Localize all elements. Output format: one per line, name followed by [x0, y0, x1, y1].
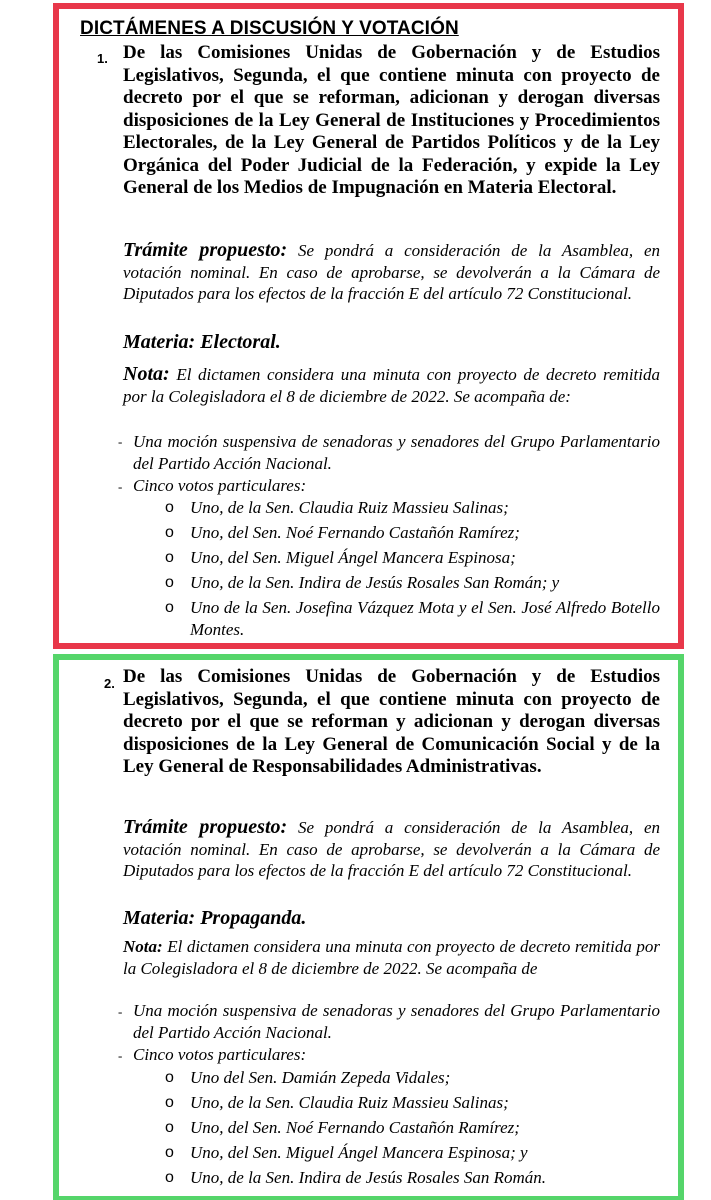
sub-bullet-marker: o — [165, 599, 174, 616]
tramite-label: Trámite propuesto: — [123, 239, 288, 261]
sub-item: Uno, del Sen. Miguel Ángel Mancera Espinosa; y — [190, 1143, 528, 1162]
sub-bullet-marker: o — [165, 1069, 174, 1086]
nota-text: El dictamen considera una minuta con proyecto de decreto remitida por la Colegisladora el 8 de diciembre de 2022. Se acompaña de — [123, 937, 661, 978]
materia-label: Materia: Electoral. — [123, 331, 281, 353]
bullet-marker: - — [118, 1048, 123, 1063]
nota-paragraph — [123, 936, 660, 979]
sub-bullet-marker: o — [165, 1094, 174, 1111]
item-number: 2. — [104, 676, 115, 691]
tramite-paragraph — [123, 817, 660, 882]
sub-bullet-marker: o — [165, 524, 174, 541]
tramite-text: Se pondrá a consideración de la Asamblea, en votación nominal. En caso de aprobarse, se devolverán a la Cámara de Diputados para los efectos de la fracción E del artículo 72 Constitucional. — [123, 241, 661, 304]
sub-item: Uno, de la Sen. Claudia Ruiz Massieu Salinas; — [190, 498, 509, 517]
nota-text: El dictamen considera una minuta con proyecto de decreto remitida por la Colegisladora el 8 de diciembre de 2022. Se acompaña de: — [123, 365, 660, 406]
sub-item: Uno, de la Sen. Indira de Jesús Rosales San Román. — [190, 1168, 547, 1187]
tramite-text: Se pondrá a consideración de la Asamblea, en votación nominal. En caso de aprobarse, se devolverán a la Cámara de Diputados para los efectos de la fracción E del artículo 72 Constitucional. — [123, 818, 661, 881]
sub-bullet-marker: o — [165, 549, 174, 566]
nota-label: Nota: — [123, 937, 163, 956]
sub-item: Uno, del Sen. Noé Fernando Castañón Ramírez; — [190, 523, 520, 542]
sub-bullet-marker: o — [165, 574, 174, 591]
sub-bullet-marker: o — [165, 1119, 174, 1136]
item-title: De las Comisiones Unidas de Gobernación y de Estudios Legislativos, Segunda, el que contiene minuta con proyecto de decreto por el que se reforman, adicionan y derogan diversas disposiciones de la Ley General de Instituciones y Procedimientos Electorales, de la Ley General de Partidos Políticos y de la Ley Orgánica del Poder Judicial de la Federación, y expide la Ley General de los Medios de Impugnación en Materia Electoral. — [123, 42, 660, 198]
sub-item: Uno, del Sen. Miguel Ángel Mancera Espinosa; — [190, 548, 516, 567]
bullet-marker: - — [118, 1004, 123, 1019]
document-heading: DICTÁMENES A DISCUSIÓN Y VOTACIÓN — [80, 18, 459, 39]
sub-item: Uno, de la Sen. Indira de Jesús Rosales San Román; y — [190, 573, 560, 592]
bullet-marker: - — [118, 479, 123, 494]
bullet-mocion: Una moción suspensiva de senadoras y senadores del Grupo Parlamentario del Partido Acción Nacional. — [133, 1001, 660, 1042]
bullet-mocion: Una moción suspensiva de senadoras y senadores del Grupo Parlamentario del Partido Acción Nacional. — [133, 432, 660, 473]
tramite-paragraph — [123, 240, 660, 305]
tramite-label: Trámite propuesto: — [123, 816, 288, 838]
sub-bullet-marker: o — [165, 499, 174, 516]
nota-paragraph — [123, 364, 660, 407]
sub-item: Uno del Sen. Damián Zepeda Vidales; — [190, 1068, 451, 1087]
sub-bullet-marker: o — [165, 1144, 174, 1161]
item-title: De las Comisiones Unidas de Gobernación y de Estudios Legislativos, Segunda, el que contiene minuta con proyecto de decreto por el que se reforman y adicionan y derogan diversas disposiciones de la Ley General de Comunicación Social y de la Ley General de Responsabilidades Administrativas. — [123, 666, 660, 777]
bullet-votos: Cinco votos particulares: — [133, 476, 307, 495]
sub-item: Uno de la Sen. Josefina Vázquez Mota y el Sen. José Alfredo Botello Montes. — [190, 598, 660, 639]
sub-item: Uno, del Sen. Noé Fernando Castañón Ramírez; — [190, 1118, 520, 1137]
nota-label: Nota: — [123, 363, 170, 385]
materia-label: Materia: Propaganda. — [123, 907, 307, 929]
bullet-marker: - — [118, 434, 123, 449]
item-number: 1. — [97, 51, 108, 66]
sub-item: Uno, de la Sen. Claudia Ruiz Massieu Salinas; — [190, 1093, 509, 1112]
bullet-votos: Cinco votos particulares: — [133, 1045, 307, 1064]
sub-bullet-marker: o — [165, 1169, 174, 1186]
